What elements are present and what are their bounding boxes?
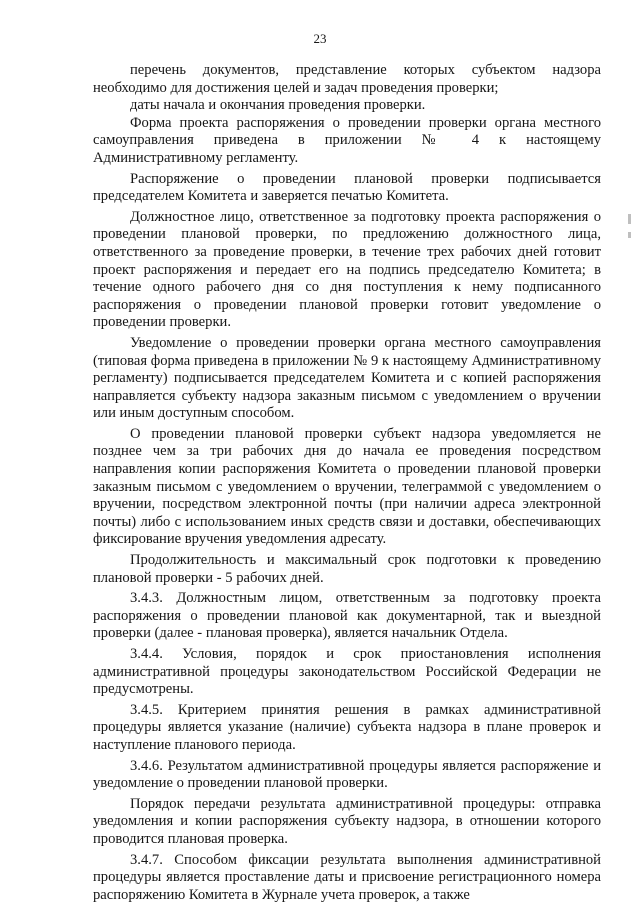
body-paragraph: 3.4.6. Результатом административной процедуры является распоряжение и уведомление о проведении плановой проверки. [93, 757, 601, 792]
body-paragraph: Должностное лицо, ответственное за подготовку проекта распоряжения о проведении плановой проверки, по предложению должностного лица, ответственного за проведение проверки, в течение трех рабочих дней готовит проект распоряжения и передает его на подпись председателю Комитета; в течение одного рабочего дня со дня поступления к нему подписанного распоряжения о проведении плановой проверки готовит уведомление о проведении проверки. [93, 208, 601, 331]
body-paragraph: Форма проекта распоряжения о проведении проверки органа местного самоуправления приведена в приложении № 4 к настоящему Административному регламенту. [93, 114, 601, 166]
body-paragraph: Распоряжение о проведении плановой проверки подписывается председателем Комитета и заверяется печатью Комитета. [93, 170, 601, 205]
scan-edge-mark [628, 214, 631, 224]
body-paragraph: 3.4.4. Условия, порядок и срок приостановления исполнения административной процедуры законодательством Российской Федерации не предусмотрены. [93, 646, 601, 698]
body-paragraph: 3.4.3. Должностным лицом, ответственным за подготовку проекта распоряжения о проведении плановой как документарной, так и выездной проверки (далее - плановая проверка), является начальник Отдела. [93, 590, 601, 642]
body-paragraph: 3.4.7. Способом фиксации результата выполнения административной процедуры является проставление даты и присвоение регистрационного номера распоряжению Комитета в Журнале учета проверок, а также [93, 851, 601, 903]
scan-edge-mark [628, 232, 631, 238]
body-paragraph: Порядок передачи результата административной процедуры: отправка уведомления и копии распоряжения субъекту надзора, в отношении которого проводится плановая проверка. [93, 795, 601, 847]
body-paragraph: 3.4.5. Критерием принятия решения в рамках административной процедуры является указание (наличие) субъекта надзора в плане проверок и наступление планового периода. [93, 701, 601, 753]
page-number: 23 [313, 31, 327, 46]
body-paragraph: О проведении плановой проверки субъект надзора уведомляется не позднее чем за три рабочих дня до начала ее проведения посредством направления копии распоряжения Комитета о проведении плановой проверки заказным письмом с уведомлением о вручении, телеграммой с уведомлением о вручении, посредством электронной почты (при наличии адреса электронной почты) либо с использованием иных средств связи и доставки, обеспечивающих фиксирование вручения уведомления адресату. [93, 425, 601, 548]
body-paragraph: перечень документов, представление которых субъектом надзора необходимо для достижения целей и задач проведения проверки; [93, 62, 601, 96]
body-paragraph: Уведомление о проведении проверки органа местного самоуправления (типовая форма приведена в приложении № 9 к настоящему Административному регламенту) подписывается председателем Комитета и с копией распоряжения направляется субъекту надзора заказным письмом с уведомлением о вручении или иным доступным способом. [93, 334, 601, 422]
body-paragraph: даты начала и окончания проведения проверки. [130, 97, 426, 114]
body-paragraph: Продолжительность и максимальный срок подготовки к проведению плановой проверки - 5 рабочих дней. [93, 552, 601, 586]
document-body [93, 62, 601, 904]
